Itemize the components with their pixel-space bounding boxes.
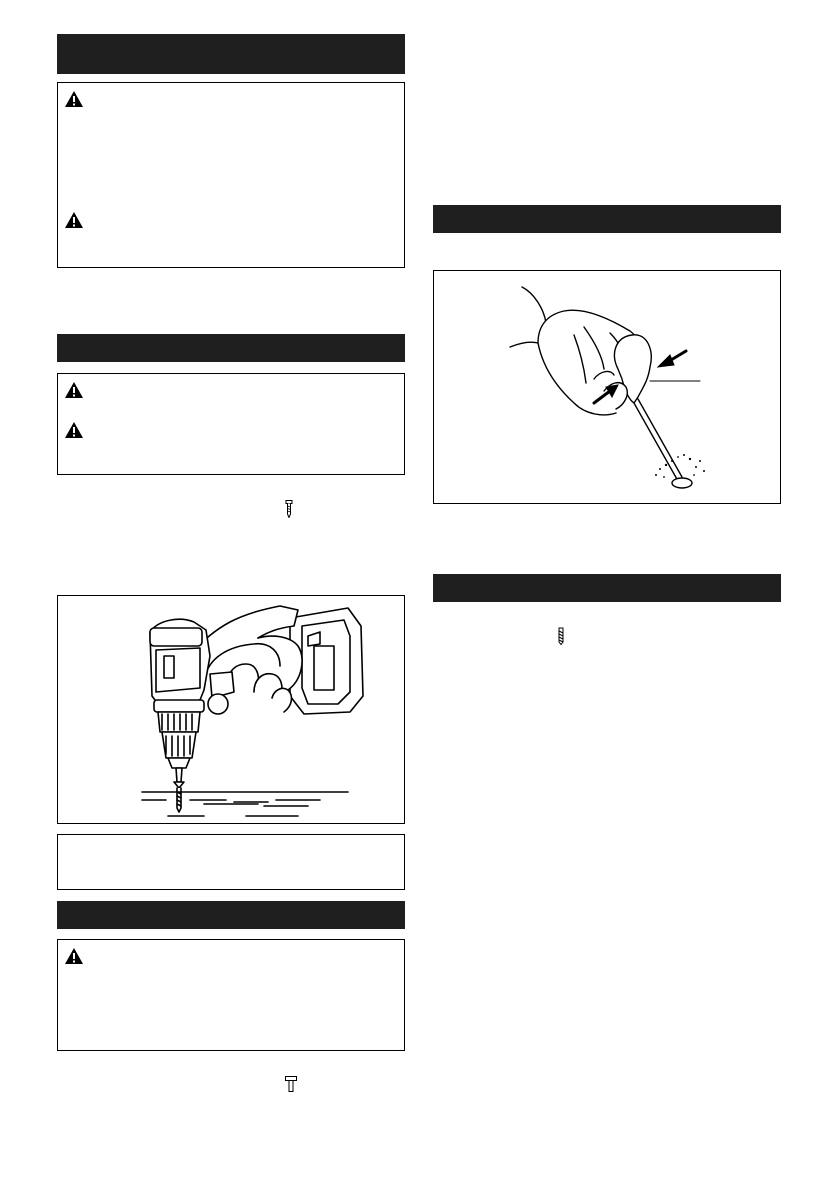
- figure-screwdriving: [57, 595, 405, 824]
- warning-triangle-icon: [65, 948, 83, 964]
- warning-triangle-icon: [65, 422, 83, 438]
- section-header-bar-1: [57, 34, 405, 74]
- section-header-bar-3: [57, 901, 405, 929]
- screw-symbol-icon: [285, 500, 293, 518]
- warning-triangle-icon: [65, 91, 83, 107]
- drill-bit-symbol-icon: [557, 627, 565, 645]
- section-header-bar-4: [433, 205, 781, 233]
- warning-box-1: [57, 82, 405, 268]
- drill-driver-screwing-illustration: [58, 596, 404, 823]
- warning-box-3: [57, 939, 405, 1051]
- warning-box-2: [57, 373, 405, 475]
- warning-triangle-icon: [65, 212, 83, 228]
- warning-triangle-icon: [65, 382, 83, 398]
- section-header-bar-5: [433, 574, 781, 602]
- note-box: [57, 834, 405, 890]
- figure-blow-out: [433, 270, 781, 504]
- section-header-bar-2: [57, 334, 405, 362]
- hand-squeezing-blow-out-bulb-illustration: [434, 271, 780, 503]
- hammer-symbol-icon: [285, 1076, 297, 1092]
